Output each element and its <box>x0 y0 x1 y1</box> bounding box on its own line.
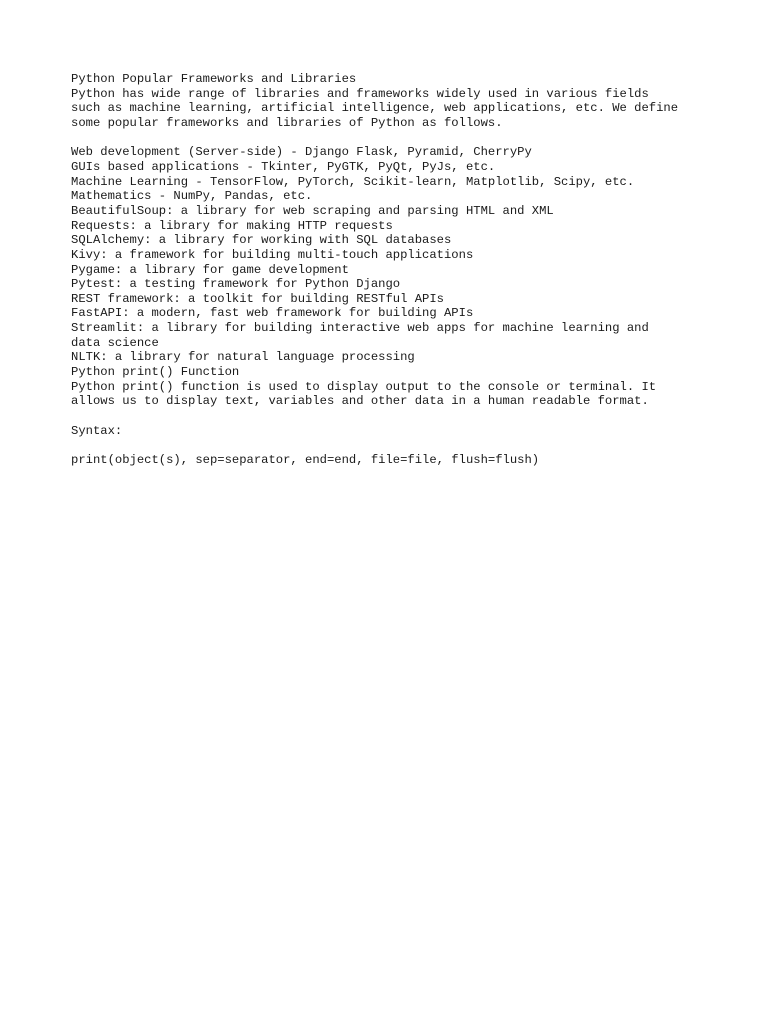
list-item: REST framework: a toolkit for building RESTful APIs <box>71 291 444 306</box>
framework-list <box>71 145 751 365</box>
syntax-code: print(object(s), sep=separator, end=end, file=file, flush=flush) <box>71 453 540 468</box>
list-item: FastAPI: a modern, fast web framework for building APIs <box>71 306 474 321</box>
list-item: data science <box>71 335 159 350</box>
list-item: GUIs based applications - Tkinter, PyGTK, PyQt, PyJs, etc. <box>71 159 496 174</box>
spacer <box>71 438 751 453</box>
list-item: Mathematics - NumPy, Pandas, etc. <box>71 189 313 204</box>
list-item: Pygame: a library for game development <box>71 262 349 277</box>
document-page <box>71 72 751 468</box>
list-item: NLTK: a library for natural language processing <box>71 350 415 365</box>
list-item: Kivy: a framework for building multi-touch applications <box>71 247 474 262</box>
spacer <box>71 409 751 424</box>
intro-line: some popular frameworks and libraries of Python as follows. <box>71 115 503 130</box>
list-item: Requests: a library for making HTTP requests <box>71 218 393 233</box>
description-line: allows us to display text, variables and other data in a human readable format. <box>71 394 649 409</box>
list-item: Machine Learning - TensorFlow, PyTorch, Scikit-learn, Matplotlib, Scipy, etc. <box>71 174 635 189</box>
list-item: Web development (Server-side) - Django Flask, Pyramid, CherryPy <box>71 145 532 160</box>
print-description <box>71 380 751 409</box>
document-title: Python Popular Frameworks and Libraries <box>71 72 357 86</box>
list-item: Streamlit: a library for building interactive web apps for machine learning and <box>71 321 649 336</box>
intro-line: Python has wide range of libraries and frameworks widely used in various fields <box>71 86 649 101</box>
print-heading: Python print() Function <box>71 365 240 380</box>
list-item: BeautifulSoup: a library for web scraping and parsing HTML and XML <box>71 203 554 218</box>
syntax-label: Syntax: <box>71 423 123 438</box>
list-item: SQLAlchemy: a library for working with SQL databases <box>71 233 452 248</box>
intro-line: such as machine learning, artificial intelligence, web applications, etc. We define <box>71 101 679 116</box>
description-line: Python print() function is used to display output to the console or terminal. It <box>71 379 657 394</box>
list-item: Pytest: a testing framework for Python Django <box>71 277 401 292</box>
spacer <box>71 131 751 146</box>
intro-paragraph <box>71 87 751 131</box>
